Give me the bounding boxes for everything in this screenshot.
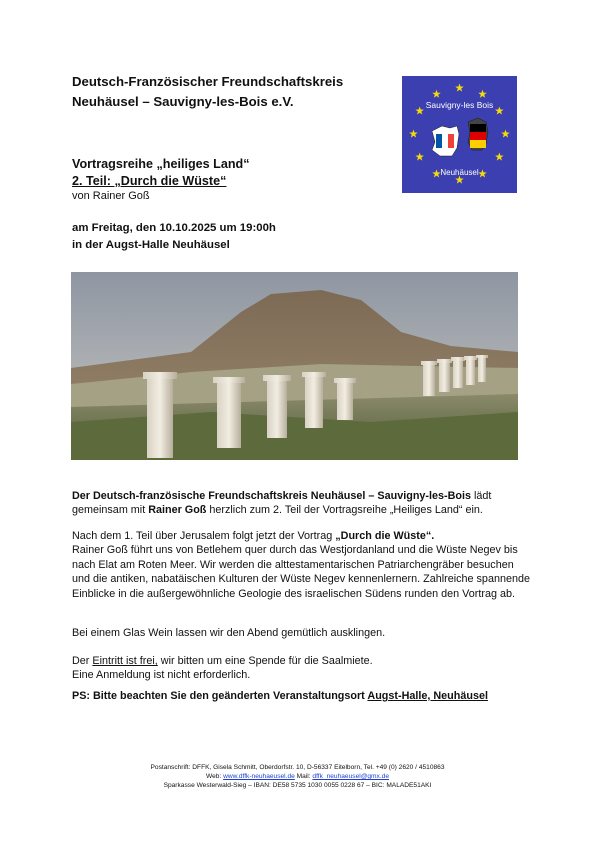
- event-details: [72, 220, 276, 254]
- star-icon: [455, 84, 464, 92]
- part-title: 2. Teil: „Durch die Wüste“: [72, 174, 227, 188]
- star-icon: [478, 169, 487, 177]
- club-logo: [402, 76, 517, 193]
- logo-bottom-text: Neuhäusel: [440, 168, 479, 177]
- ps-note: [72, 690, 488, 702]
- footer-contact: [0, 772, 595, 781]
- star-icon: [478, 90, 487, 98]
- ps-text: PS: Bitte beachten Sie den geänderten Veranstaltungsort: [72, 690, 368, 702]
- registration-note: Eine Anmeldung ist nicht erforderlich.: [72, 669, 251, 682]
- logo-top-text: Sauvigny-les Bois: [425, 100, 494, 110]
- event-title: [72, 156, 250, 190]
- star-icon: [495, 153, 504, 161]
- description-text-a: Nach dem 1. Teil über Jerusalem folgt jetzt der Vortrag: [72, 530, 336, 542]
- website-link[interactable]: www.dffk-neuhaeusel.de: [223, 773, 295, 780]
- star-icon: [501, 130, 510, 138]
- germany-map-icon: [468, 118, 488, 150]
- event-date: am Freitag, den 10.10.2025 um 19:00h: [72, 222, 276, 234]
- series-title: Vortragsreihe „heiliges Land“: [72, 157, 250, 171]
- org-name-bold: Der Deutsch-französische Freundschaftskreis Neuhäusel – Sauvigny-les-Bois: [72, 490, 472, 502]
- admission-text-b: wir bitten um eine Spende für die Saalmiete.: [157, 655, 373, 667]
- org-line-1: Deutsch-Französischer Freundschaftskreis: [72, 74, 344, 89]
- footer-address: Postanschrift: DFFK, Gisela Schmitt, Oberdorfstr. 10, D-56337 Eitelborn, Tel. +49 (0) 2620 / 4510863: [150, 764, 445, 771]
- wine-paragraph: Bei einem Glas Wein lassen wir den Abend gemütlich ausklingen.: [72, 627, 386, 639]
- star-icon: [432, 90, 441, 98]
- organization-name: [72, 72, 343, 112]
- mail-label: Mail:: [294, 773, 313, 780]
- star-icon: [415, 153, 424, 161]
- admission-text-a: Der: [72, 655, 93, 667]
- admission-paragraph: [72, 654, 532, 683]
- description-text-b: Rainer Goß führt uns von Betlehem quer durch das Westjordanland und die Wüste Negev bis nach Elat am Roten Meer. Wir werden die alttestamentarischen Patriarchengräber besuchen und die antiken, nabatäischen Kulturen der Wüste Negev kennenlernern. Zahlreiche spannende Einblicke in die außergewöhnliche Geologie des israelischen Südens runden den Vortrag ab.: [72, 544, 530, 600]
- web-label: Web:: [205, 773, 224, 780]
- email-link[interactable]: dffk_neuhaeusel@gmx.de: [312, 773, 390, 780]
- eu-stars-icon: [402, 76, 517, 193]
- description-paragraph: [72, 529, 532, 601]
- event-venue: in der Augst-Halle Neuhäusel: [72, 239, 230, 251]
- lecture-title-bold: „Durch die Wüste“.: [335, 530, 435, 542]
- intro-paragraph: [72, 489, 532, 518]
- footer-bank: Sparkasse Westerwald-Sieg – IBAN: DE58 5735 1030 0055 0228 67 – BIC: MALADE51AKI: [163, 782, 432, 789]
- free-entry-text: Eintritt ist frei,: [92, 655, 158, 667]
- org-line-2: Neuhäusel – Sauvigny-les-Bois e.V.: [72, 94, 294, 109]
- desert-ruins-photo: [71, 272, 518, 460]
- intro-text-a: lädt gemeinsam mit: [72, 490, 492, 517]
- speaker-name-bold: Rainer Goß: [148, 504, 207, 517]
- star-icon: [495, 107, 504, 115]
- intro-text-b: herzlich zum 2. Teil der Vortragsreihe „Heiliges Land“ ein.: [206, 504, 483, 517]
- star-icon: [409, 130, 418, 138]
- ps-venue: Augst-Halle, Neuhäusel: [367, 690, 488, 702]
- footer: [0, 763, 595, 790]
- speaker-line: von Rainer Goß: [72, 190, 150, 202]
- star-icon: [415, 107, 424, 115]
